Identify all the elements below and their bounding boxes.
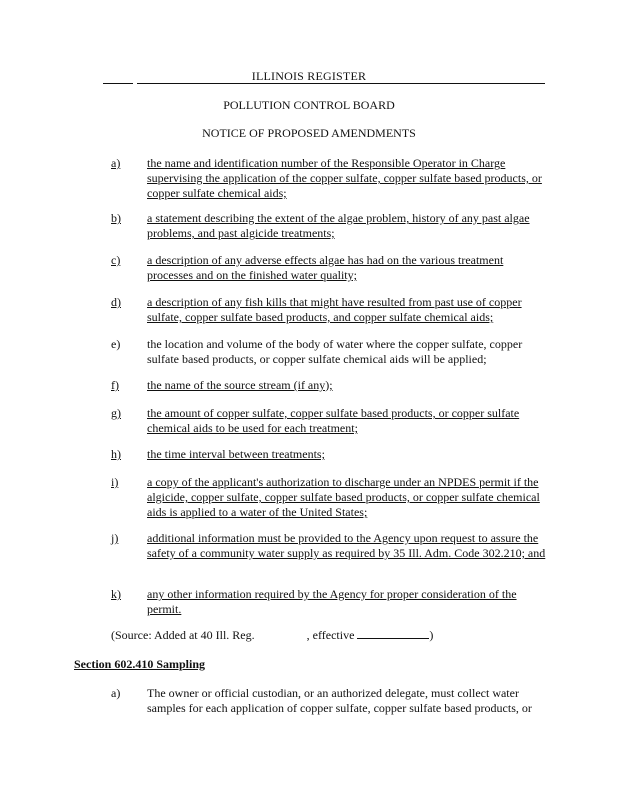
- effective-date-blank: [357, 627, 429, 639]
- list-item: [111, 475, 551, 520]
- item-label: a): [111, 156, 121, 170]
- item-text: a copy of the applicant's authorization to discharge under an NPDES permit if the algicide, copper sulfate, copper sulfate based products, or copper sulfate chemical aids is applied to a water of the United States;: [147, 475, 540, 519]
- list-item: [111, 156, 551, 201]
- list-item: [111, 337, 551, 367]
- item-label: d): [111, 295, 121, 309]
- item-label: e): [111, 337, 121, 351]
- item-label: j): [111, 531, 119, 545]
- list-item: [111, 686, 551, 716]
- item-label: i): [111, 475, 119, 489]
- item-label: c): [111, 253, 121, 267]
- item-text: the time interval between treatments;: [147, 447, 325, 461]
- item-text: The owner or official custodian, or an authorized delegate, must collect water samples for each application of copper sulfate, copper sulfate based products, or: [147, 686, 532, 715]
- list-item: [111, 406, 551, 436]
- item-text: additional information must be provided to the Agency upon request to assure the safety of a community water supply as required by 35 Ill. Adm. Code 302.210; and: [147, 531, 546, 560]
- item-text: the name of the source stream (if any);: [147, 378, 333, 392]
- item-text: a description of any fish kills that might have resulted from past use of copper sulfate, copper sulfate based products, and copper sulfate chemical aids;: [147, 295, 522, 324]
- list-item: [111, 211, 551, 241]
- list-item: [111, 295, 551, 325]
- item-text: any other information required by the Agency for proper consideration of the permit.: [147, 587, 517, 616]
- item-label: h): [111, 447, 121, 461]
- item-label: a): [111, 686, 121, 700]
- item-text: a statement describing the extent of the algae problem, history of any past algae problems, and past algicide treatments;: [147, 211, 530, 240]
- item-label: f): [111, 378, 119, 392]
- notice-title: NOTICE OF PROPOSED AMENDMENTS: [202, 126, 416, 140]
- list-item: [111, 447, 551, 462]
- item-text: the name and identification number of the Responsible Operator in Charge supervising the application of the copper sulfate, copper sulfate based products, or copper sulfate chemical aids;: [147, 156, 542, 200]
- list-item: [111, 378, 551, 393]
- list-item: [111, 253, 551, 283]
- item-text: the amount of copper sulfate, copper sulfate based products, or copper sulfate chemical aids to be used for each treatment;: [147, 406, 520, 435]
- list-item: [111, 531, 551, 561]
- source-suffix: ): [429, 628, 434, 642]
- item-label: b): [111, 211, 121, 225]
- item-text: a description of any adverse effects algae has had on the various treatment processes and on the finished water quality;: [147, 253, 504, 282]
- board-title: POLLUTION CONTROL BOARD: [223, 98, 395, 112]
- item-text: the location and volume of the body of water where the copper sulfate, copper sulfate based products, or copper sulfate chemical aids will be applied;: [147, 337, 523, 366]
- source-effective: , effective: [306, 628, 355, 642]
- register-title: ILLINOIS REGISTER: [251, 69, 367, 83]
- section-heading: Section 602.410 Sampling: [74, 657, 206, 671]
- item-label: g): [111, 406, 121, 420]
- source-note: [111, 627, 433, 643]
- source-prefix: (Source: Added at 40 Ill. Reg.: [111, 628, 255, 642]
- list-item: [111, 587, 551, 617]
- item-label: k): [111, 587, 121, 601]
